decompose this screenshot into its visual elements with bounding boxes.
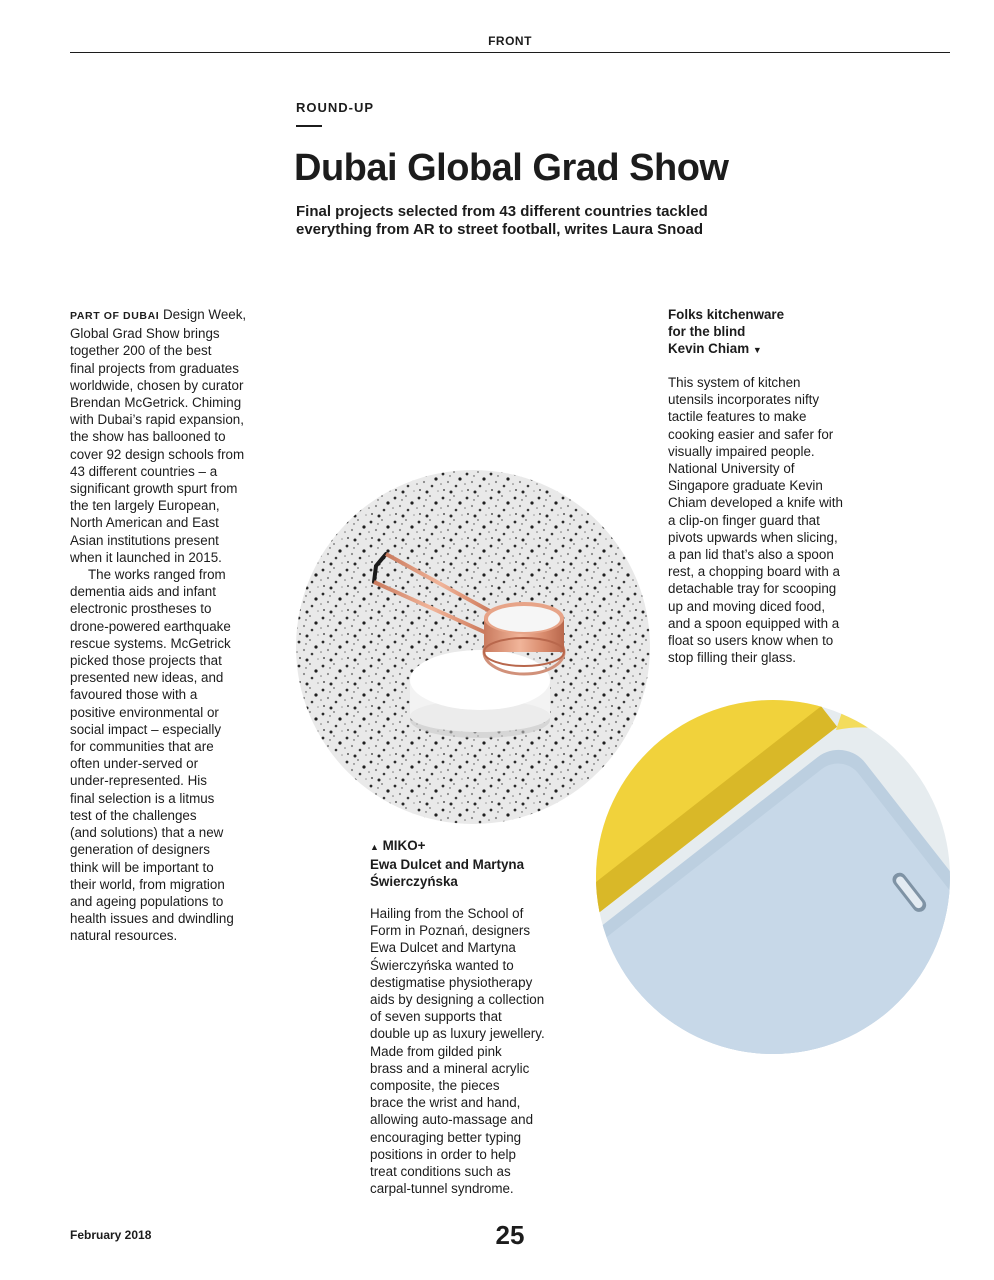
body-line: think will be important to <box>70 859 214 875</box>
body-line: under-represented. His <box>70 773 207 789</box>
caption-title-line: Świerczyńska <box>370 874 458 890</box>
body-line: test of the challenges <box>70 807 197 823</box>
caption-title-line: for the blind <box>668 324 746 340</box>
standfirst-line: Final projects selected from 43 different countries tackled <box>296 203 708 220</box>
body-line: together 200 of the best <box>70 343 212 359</box>
body-line: significant growth spurt from <box>70 481 238 497</box>
article-body <box>70 306 282 945</box>
caption-line: utensils incorporates nifty <box>668 392 820 408</box>
body-line: presented new ideas, and <box>70 670 224 686</box>
caption-title-line: Ewa Dulcet and Martyna <box>370 857 525 873</box>
caption-line: Świerczyńska wanted to <box>370 957 514 973</box>
body-line: picked those projects that <box>70 653 222 669</box>
chopping-board-kitchenware-photo-icon <box>596 700 950 1054</box>
body-line: the ten largely European, <box>70 498 220 514</box>
article-title: Dubai Global Grad Show <box>294 147 729 189</box>
caption-line: Hailing from the School of <box>370 906 524 921</box>
caption-line: brace the wrist and hand, <box>370 1095 521 1111</box>
caption-line: of seven supports that <box>370 1009 502 1025</box>
folks-caption-title <box>668 306 888 360</box>
body-line: North American and East <box>70 515 219 531</box>
body-line: and ageing populations to <box>70 893 224 909</box>
body-line: dementia aids and infant <box>70 584 216 600</box>
body-line: Design Week, <box>163 307 247 322</box>
caption-line: Chiam developed a knife with <box>668 495 843 511</box>
body-line: favoured those with a <box>70 687 198 703</box>
caption-line: Singapore graduate Kevin <box>668 478 823 494</box>
body-line: electronic prostheses to <box>70 601 212 617</box>
issue-date: February 2018 <box>70 1228 152 1242</box>
caption-line: Ewa Dulcet and Martyna <box>370 940 516 956</box>
body-line: with Dubai’s rapid expansion, <box>70 412 244 428</box>
body-line: for communities that are <box>70 739 214 755</box>
caption-line: encouraging better typing <box>370 1129 522 1145</box>
body-line: social impact – especially <box>70 721 222 737</box>
body-line: health issues and dwindling <box>70 911 234 927</box>
page-number: 25 <box>495 1220 525 1250</box>
body-line: worldwide, chosen by curator <box>70 377 244 393</box>
caption-line: brass and a mineral acrylic <box>370 1060 530 1076</box>
body-line: Brendan McGetrick. Chiming <box>70 395 242 411</box>
caption-line: National University of <box>668 461 795 477</box>
body-line: generation of designers <box>70 842 210 858</box>
article-kicker: ROUND-UP <box>296 100 375 115</box>
kicker-rule <box>296 125 322 127</box>
body-line: natural resources. <box>70 928 178 944</box>
miko-caption-body <box>370 905 575 1197</box>
caption-line: destigmatise physiotherapy <box>370 974 533 990</box>
body-line: rescue systems. McGetrick <box>70 635 231 651</box>
caption-line: float so users know when to <box>668 633 834 649</box>
caption-line: stop filling their glass. <box>668 650 797 666</box>
caption-line: and a spoon equipped with a <box>668 615 840 631</box>
caption-title-line: Folks kitchenware <box>668 307 785 322</box>
body-line: (and solutions) that a new <box>70 825 224 841</box>
caption-line: allowing auto-massage and <box>370 1112 534 1128</box>
body-lead-in: PART OF DUBAI <box>70 310 160 322</box>
caption-line: composite, the pieces <box>370 1078 500 1094</box>
caption-line: up and moving diced food, <box>668 598 826 614</box>
body-line: when it launched in 2015. <box>70 549 222 565</box>
body-line: final projects from graduates <box>70 360 239 376</box>
caption-line: detachable tray for scooping <box>668 581 837 597</box>
standfirst-line: everything from AR to street football, writes Laura Snoad <box>296 221 704 238</box>
kitchenware-photo <box>596 700 950 1054</box>
body-line: drone-powered earthquake <box>70 618 231 634</box>
caption-line: double up as luxury jewellery. <box>370 1026 545 1042</box>
caption-line: Form in Poznań, designers <box>370 923 531 939</box>
body-line: the show has ballooned to <box>70 429 226 445</box>
body-line: positive environmental or <box>70 704 219 720</box>
miko-caption-title <box>370 837 580 891</box>
caption-line: treat conditions such as <box>370 1164 511 1180</box>
caption-line: visually impaired people. <box>668 443 815 459</box>
caption-title-line: Kevin Chiam <box>668 341 750 357</box>
caption-line: aids by designing a collection <box>370 992 545 1008</box>
caption-line: cooking easier and safer for <box>668 426 834 442</box>
body-line: often under-served or <box>70 756 199 772</box>
caption-line: positions in order to help <box>370 1146 516 1162</box>
body-line: Global Grad Show brings <box>70 326 220 342</box>
article-standfirst <box>296 203 766 239</box>
caption-title-line: MIKO+ <box>382 838 426 853</box>
body-line: The works ranged from <box>88 567 226 583</box>
triangle-up-icon: ▲ <box>370 842 379 852</box>
body-line: final selection is a litmus <box>70 790 215 806</box>
caption-line: a clip-on finger guard that <box>668 512 820 528</box>
caption-line: carpal-tunnel syndrome. <box>370 1181 514 1197</box>
folks-caption-body <box>668 374 880 666</box>
caption-line: a pan lid that’s also a spoon <box>668 547 834 563</box>
caption-line: tactile features to make <box>668 409 807 425</box>
ring-photo <box>296 470 650 824</box>
caption-line: pivots upwards when slicing, <box>668 529 838 545</box>
triangle-down-icon: ▼ <box>752 345 762 356</box>
body-paragraph-1 <box>70 306 282 566</box>
section-label: FRONT <box>488 34 532 48</box>
caption-line: This system of kitchen <box>668 375 801 390</box>
body-paragraph-2 <box>70 566 282 944</box>
body-line: 43 different countries – a <box>70 463 218 479</box>
copper-ring-jewellery-photo-icon <box>296 470 650 824</box>
body-line: their world, from migration <box>70 876 225 892</box>
body-line: Asian institutions present <box>70 532 219 548</box>
body-line: cover 92 design schools from <box>70 446 245 462</box>
caption-line: Made from gilded pink <box>370 1043 502 1059</box>
caption-line: rest, a chopping board with a <box>668 564 840 580</box>
header-divider <box>70 52 950 53</box>
